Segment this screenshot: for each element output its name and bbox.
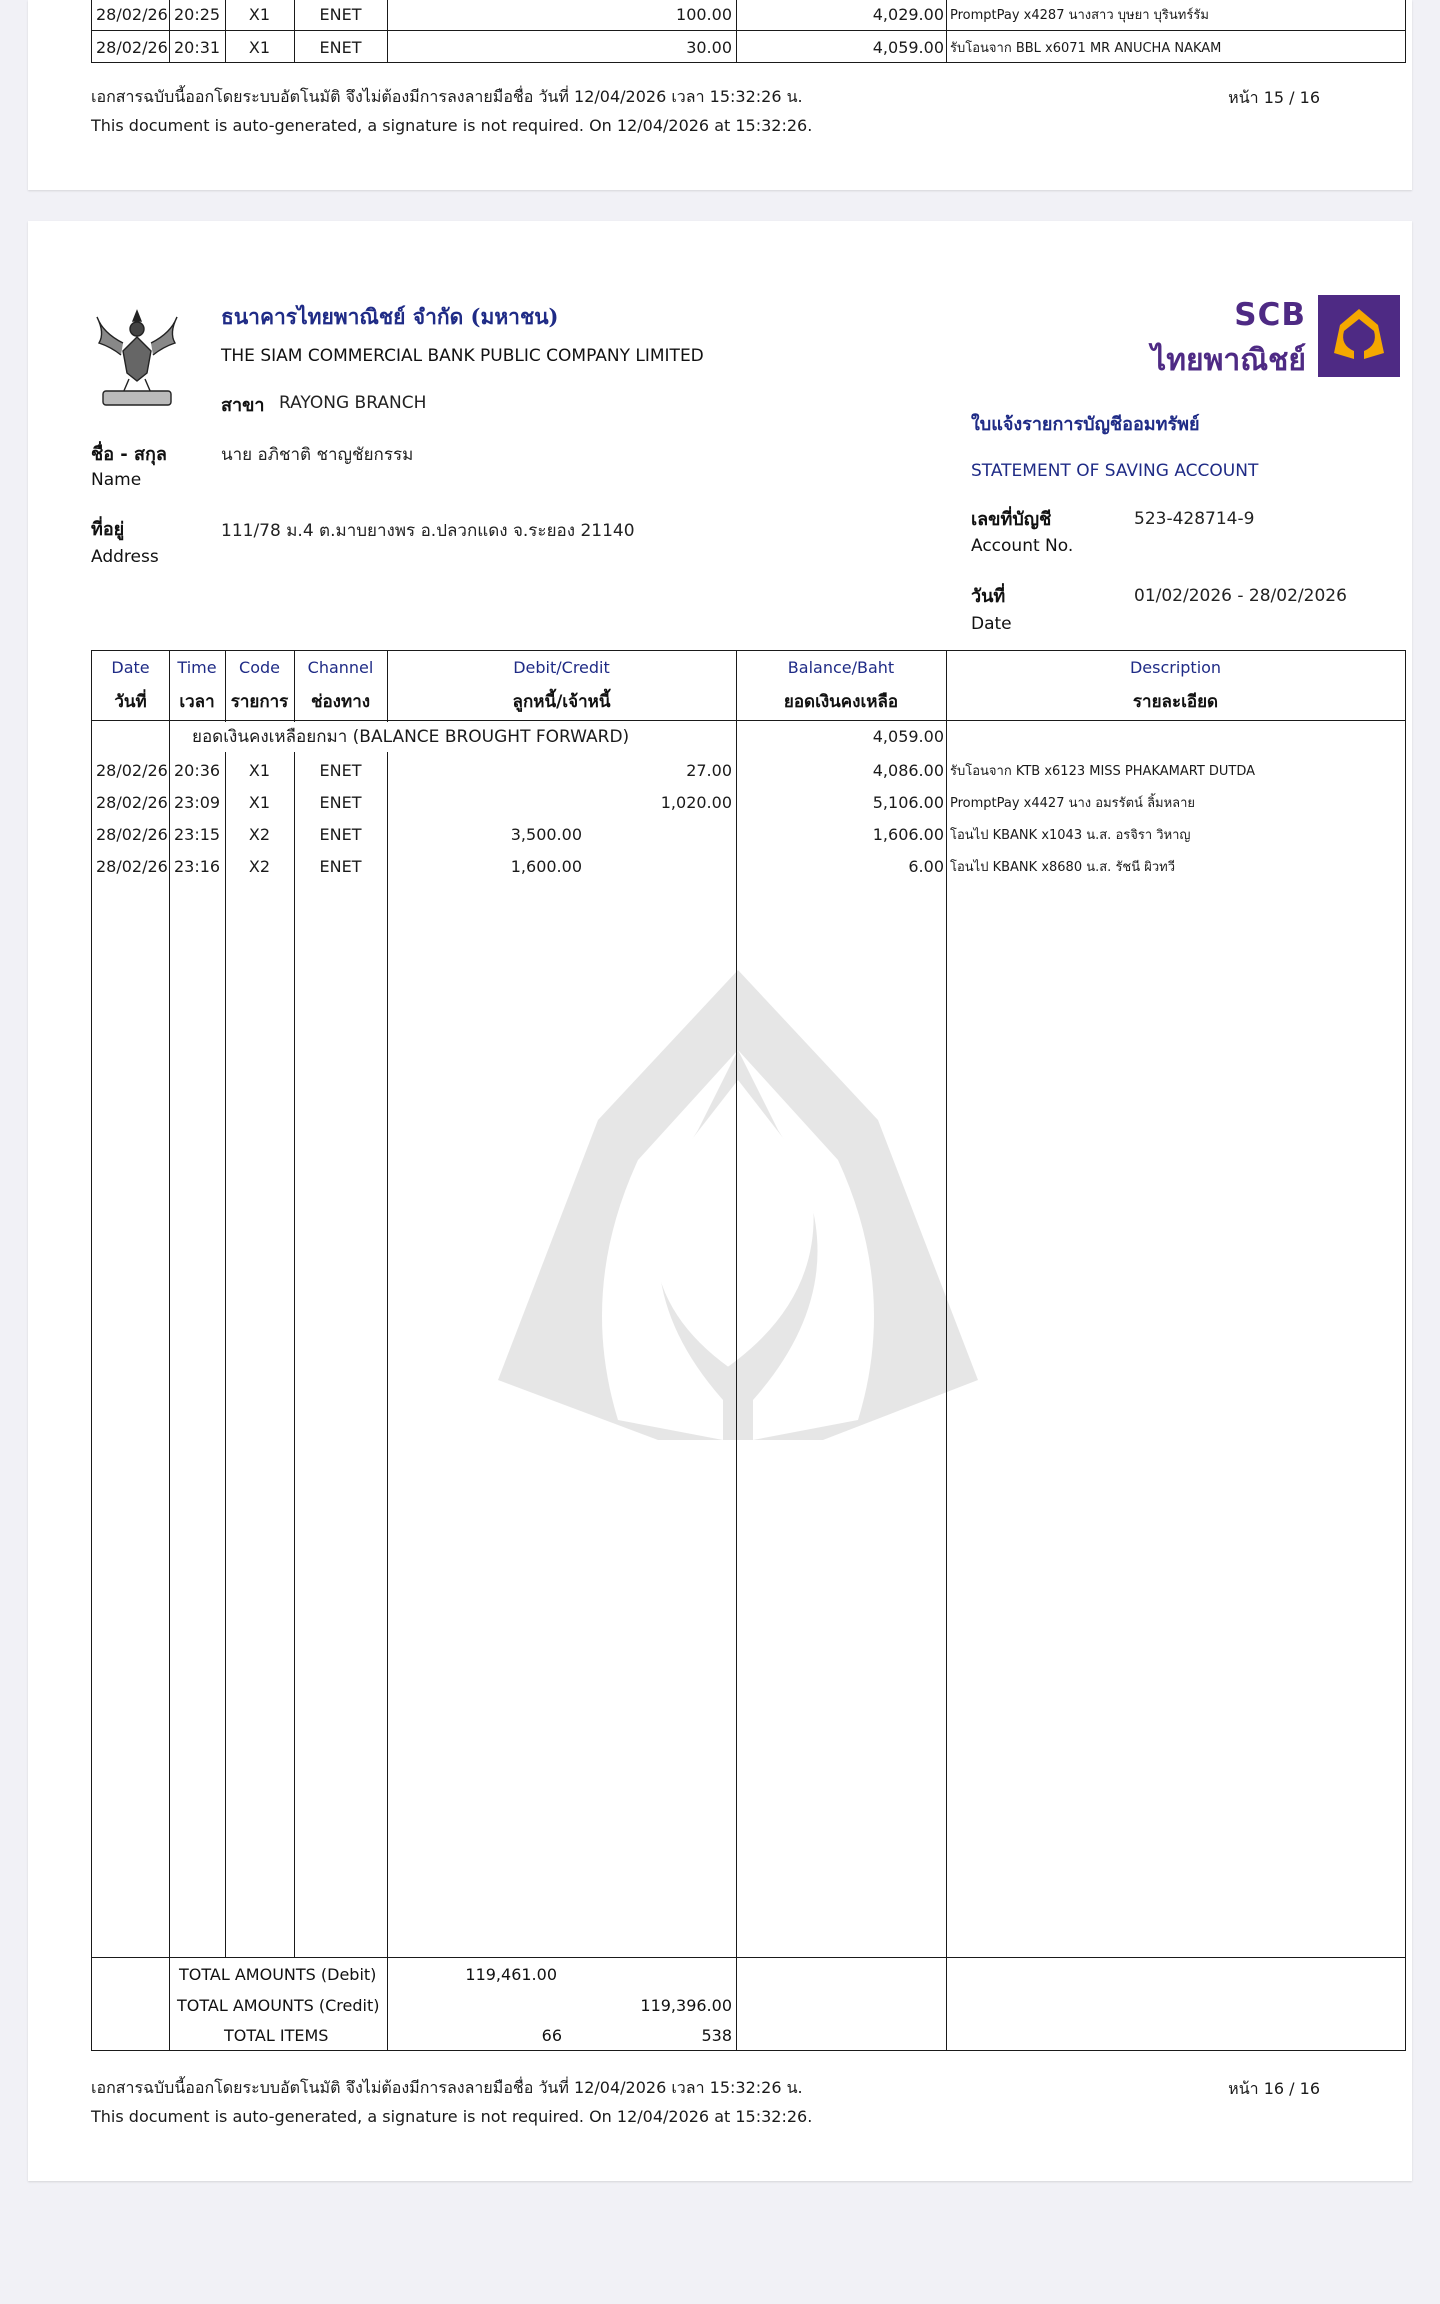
- name-value: นาย อภิชาติ ชาญชัยกรรม: [221, 445, 414, 465]
- table-row: [92, 852, 1405, 884]
- brought-forward-label: ยอดเงินคงเหลือยกมา (BALANCE BROUGHT FORWARD): [192, 727, 630, 747]
- address-label-th: ที่อยู่: [91, 519, 125, 540]
- cell-channel: ENET: [319, 857, 362, 876]
- cell-balance: 1,606.00: [872, 825, 944, 844]
- scb-logo: [1118, 295, 1408, 379]
- cell-code: X1: [248, 761, 271, 780]
- page-number: หน้า 15 / 16: [1228, 88, 1320, 107]
- cell-channel: ENET: [319, 761, 362, 780]
- cell-debit: 1,600.00: [510, 857, 582, 876]
- col-header-code: Code: [239, 658, 280, 677]
- cell-code: X2: [248, 825, 271, 844]
- logo-text-th: ไทยพาณิชย์: [1151, 343, 1306, 378]
- scb-watermark-icon: [498, 970, 978, 1470]
- col-header-date-th: วันที่: [114, 692, 147, 712]
- total-items-credit: 538: [701, 2026, 732, 2045]
- scb-leaf-icon: [1318, 295, 1400, 377]
- cell-description: PromptPay x4427 นาง อมรรัตน์ ลิ้มหลาย: [950, 796, 1196, 811]
- cell-channel: ENET: [319, 5, 362, 24]
- cell-balance: 4,059.00: [872, 38, 944, 57]
- cell-channel: ENET: [319, 38, 362, 57]
- cell-debit: 3,500.00: [510, 825, 582, 844]
- statement-title-th: ใบแจ้งรายการบัญชีออมทรัพย์: [971, 414, 1200, 435]
- cell-balance: 4,029.00: [872, 5, 944, 24]
- name-label-en: Name: [91, 470, 142, 490]
- brought-forward-value: 4,059.00: [872, 727, 944, 746]
- cell-description: โอนไป KBANK x8680 น.ส. รัชนี ผิวทวี: [950, 860, 1176, 875]
- statement-page-16: [28, 221, 1412, 2181]
- total-credit-value: 119,396.00: [640, 1996, 732, 2015]
- cell-date: 28/02/26: [96, 761, 168, 780]
- cell-time: 20:36: [174, 761, 221, 780]
- logo-text-en: SCB: [1234, 297, 1306, 333]
- cell-description: PromptPay x4287 นางสาว บุษยา บุรินทร์รัม: [950, 8, 1209, 23]
- total-items-label: TOTAL ITEMS: [224, 2026, 329, 2045]
- col-header-debit-credit-th: ลูกหนี้/เจ้าหนี้: [512, 692, 611, 712]
- col-header-debit-credit: Debit/Credit: [513, 658, 610, 677]
- footer-note-th: เอกสารฉบับนี้ออกโดยระบบอัตโนมัติ จึงไม่ต้องมีการลงลายมือชื่อ วันที่ 12/04/2026 เวลา 15:32:26 น.: [91, 87, 803, 106]
- statement-title-en: STATEMENT OF SAVING ACCOUNT: [971, 461, 1259, 481]
- bank-name-th: ธนาคารไทยพาณิชย์ จำกัด (มหาชน): [221, 304, 559, 329]
- table-row: [92, 756, 1405, 788]
- col-header-balance-th: ยอดเงินคงเหลือ: [783, 692, 899, 712]
- cell-date: 28/02/26: [96, 38, 168, 57]
- total-items-debit: 66: [541, 2026, 562, 2045]
- total-credit-label: TOTAL AMOUNTS (Credit): [177, 1996, 380, 2015]
- col-header-channel-th: ช่องทาง: [310, 692, 371, 712]
- cell-date: 28/02/26: [96, 825, 168, 844]
- cell-time: 20:31: [174, 38, 221, 57]
- cell-balance: 4,086.00: [872, 761, 944, 780]
- date-label-th: วันที่: [971, 586, 1006, 607]
- cell-code: X1: [248, 5, 271, 24]
- total-debit-value: 119,461.00: [465, 1965, 557, 1984]
- account-label-en: Account No.: [971, 536, 1074, 556]
- cell-time: 23:15: [174, 825, 221, 844]
- cell-balance: 5,106.00: [872, 793, 944, 812]
- address-label-en: Address: [91, 547, 159, 567]
- date-range-value: 01/02/2026 - 28/02/2026: [1134, 586, 1347, 606]
- footer-note-en: This document is auto-generated, a signature is not required. On 12/04/2026 at 15:32:26.: [91, 116, 813, 135]
- name-label-th: ชื่อ - สกุล: [91, 444, 167, 465]
- col-header-description: Description: [1129, 658, 1222, 677]
- cell-credit: 1,020.00: [660, 793, 732, 812]
- cell-description: รับโอนจาก KTB x6123 MISS PHAKAMART DUTDA: [950, 764, 1256, 779]
- cell-date: 28/02/26: [96, 857, 168, 876]
- page-number: หน้า 16 / 16: [1228, 2079, 1320, 2098]
- bank-name-en: THE SIAM COMMERCIAL BANK PUBLIC COMPANY LIMITED: [221, 346, 704, 366]
- address-value: 111/78 ม.4 ต.มาบยางพร อ.ปลวกแดง จ.ระยอง 21140: [221, 521, 635, 541]
- cell-date: 28/02/26: [96, 5, 168, 24]
- table-row: [92, 820, 1405, 852]
- col-header-balance: Balance/Baht: [787, 658, 895, 677]
- cell-code: X1: [248, 38, 271, 57]
- cell-code: X1: [248, 793, 271, 812]
- cell-channel: ENET: [319, 825, 362, 844]
- branch-label: สาขา: [221, 395, 265, 416]
- account-value: 523-428714-9: [1134, 509, 1255, 529]
- cell-time: 23:16: [174, 857, 221, 876]
- cell-credit: 100.00: [676, 5, 732, 24]
- col-header-time: Time: [177, 658, 217, 677]
- date-label-en: Date: [971, 614, 1012, 634]
- cell-balance: 6.00: [908, 857, 944, 876]
- col-header-date: Date: [111, 658, 150, 677]
- transaction-table: [91, 650, 1406, 2051]
- cell-credit: 27.00: [686, 761, 732, 780]
- col-header-time-th: เวลา: [179, 692, 215, 712]
- col-header-code-th: รายการ: [230, 692, 289, 712]
- cell-channel: ENET: [319, 793, 362, 812]
- cell-time: 20:25: [174, 5, 221, 24]
- statement-page-15: [28, 0, 1412, 190]
- cell-code: X2: [248, 857, 271, 876]
- cell-description: รับโอนจาก BBL x6071 MR ANUCHA NAKAM: [950, 41, 1222, 56]
- cell-description: โอนไป KBANK x1043 น.ส. อรจิรา วิหาญ: [950, 828, 1191, 843]
- account-label-th: เลขที่บัญชี: [971, 509, 1052, 530]
- cell-date: 28/02/26: [96, 793, 168, 812]
- cell-credit: 30.00: [686, 38, 732, 57]
- garuda-emblem-icon: [93, 303, 181, 413]
- total-debit-label: TOTAL AMOUNTS (Debit): [179, 1965, 377, 1984]
- prev-transaction-table: [91, 0, 1406, 63]
- footer-note-th: เอกสารฉบับนี้ออกโดยระบบอัตโนมัติ จึงไม่ต้องมีการลงลายมือชื่อ วันที่ 12/04/2026 เวลา 15:32:26 น.: [91, 2078, 803, 2097]
- cell-time: 23:09: [174, 793, 221, 812]
- branch-value: RAYONG BRANCH: [279, 393, 427, 413]
- footer-note-en: This document is auto-generated, a signature is not required. On 12/04/2026 at 15:32:26.: [91, 2107, 813, 2126]
- table-row: [92, 788, 1405, 820]
- col-header-channel: Channel: [307, 658, 374, 677]
- col-header-description-th: รายละเอียด: [1132, 692, 1219, 712]
